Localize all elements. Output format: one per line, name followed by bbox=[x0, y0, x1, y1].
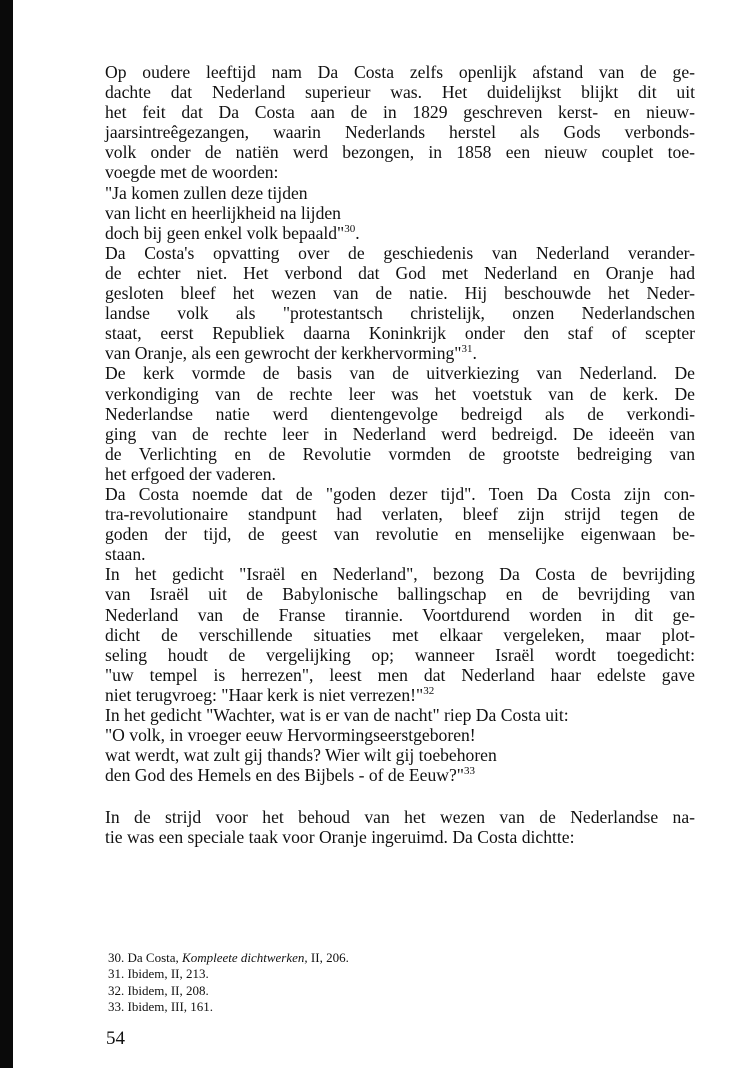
poem-line: "Ja komen zullen deze tijden bbox=[105, 182, 308, 203]
body-line: dicht de verschillende situaties met elkaar vergeleken, maar plot- bbox=[105, 624, 695, 645]
page-body bbox=[105, 62, 695, 848]
footnote-ref-31: 31 bbox=[461, 343, 473, 356]
body-line: gesloten bleef het wezen van de natie. Hij beschouwde het Neder- bbox=[105, 283, 695, 304]
poem-text: den God des Hemels en des Bijbels - of de Eeuw?" bbox=[105, 765, 464, 786]
footnote-author: Da Costa, bbox=[127, 950, 179, 965]
body-line: goden der tijd, de geest van revolutie en menselijke eigenwaan be- bbox=[105, 524, 695, 545]
poem-line: van licht en heerlijkheid na lijden bbox=[105, 202, 341, 223]
paragraph-gap bbox=[105, 785, 695, 807]
footnote-number: 33. bbox=[108, 998, 125, 1014]
footnote-text: Ibidem, II, 213. bbox=[127, 966, 209, 982]
poem-line: wat werdt, wat zult gij thands? Wier wilt gij toebehoren bbox=[105, 745, 497, 766]
body-line: De kerk vormde de basis van de uitverkiezing van Nederland. De bbox=[105, 363, 695, 384]
body-line: "uw tempel is herrezen", leest men dat Nederland haar edelste gave bbox=[105, 664, 695, 685]
body-line: voegde met de woorden: bbox=[105, 162, 279, 183]
page-number: 54 bbox=[106, 1028, 125, 1049]
body-line: In het gedicht "Israël en Nederland", bezong Da Costa de bevrijding bbox=[105, 564, 695, 585]
body-line: Nederland van de Franse tirannie. Voortdurend worden in dit ge- bbox=[105, 604, 695, 625]
body-text: van Oranje, als een gewrocht der kerkhervorming" bbox=[105, 343, 462, 364]
footnote-33 bbox=[108, 999, 349, 1015]
footnote-text: Ibidem, II, 208. bbox=[127, 982, 209, 998]
body-line: Da Costa's opvatting over de geschiedenis van Nederland verander- bbox=[105, 242, 695, 263]
body-line: landse volk als "protestantsch christelijk, onzen Nederlandschen bbox=[105, 303, 695, 324]
footnotes bbox=[108, 950, 349, 1015]
body-line: de echter niet. Het verbond dat God met Nederland en Oranje had bbox=[105, 262, 695, 283]
sentence-end: . bbox=[472, 343, 477, 364]
sentence-end: . bbox=[355, 222, 360, 243]
body-line: Nederlandse natie werd dientengevolge bedreigd als de verkondi- bbox=[105, 403, 695, 424]
body-line: ging van de rechte leer in Nederland werd bedreigd. De ideeën van bbox=[105, 423, 695, 444]
footnote-ref-33: 33 bbox=[463, 765, 475, 778]
footnote-text: Ibidem, III, 161. bbox=[127, 998, 214, 1014]
poem-text: doch bij geen enkel volk bepaald" bbox=[105, 222, 345, 243]
body-line: dachte dat Nederland superieur was. Het duidelijkst blijkt dit uit bbox=[105, 82, 695, 103]
body-line: tra-revolutionaire standpunt had verlaten, bleef zijn strijd tegen de bbox=[105, 504, 695, 525]
footnote-title: Kompleete dichtwerken, bbox=[182, 950, 308, 965]
body-line: het feit dat Da Costa aan de in 1829 geschreven kerst- en nieuw- bbox=[105, 102, 695, 123]
body-line: seling houdt de vergelijking op; wanneer Israël wordt toegedicht: bbox=[105, 644, 695, 665]
body-line: verkondiging van de rechte leer was het voetstuk van de kerk. De bbox=[105, 383, 695, 404]
body-line-with-footnote bbox=[105, 343, 695, 363]
footnote-number: 30. bbox=[108, 950, 125, 965]
footnote-ref: II, 206. bbox=[310, 950, 349, 965]
footnote-32 bbox=[108, 983, 349, 999]
body-line: van Israël uit de Babylonische ballingschap en de bevrijding van bbox=[105, 584, 695, 605]
body-line: In het gedicht "Wachter, wat is er van de nacht" riep Da Costa uit: bbox=[105, 705, 569, 725]
body-line: tie was een speciale taak voor Oranje ingeruimd. Da Costa dichtte: bbox=[105, 827, 575, 848]
footnote-number: 31. bbox=[108, 966, 125, 982]
footnote-31 bbox=[108, 966, 349, 982]
body-line: Da Costa noemde dat de "goden dezer tijd". Toen Da Costa zijn con- bbox=[105, 483, 695, 504]
body-line: staan. bbox=[105, 544, 146, 565]
footnote-number: 32. bbox=[108, 982, 125, 998]
body-line: Op oudere leeftijd nam Da Costa zelfs openlijk afstand van de ge- bbox=[105, 62, 695, 82]
body-line: volk onder de natiën werd bezongen, in 1858 een nieuw couplet toe- bbox=[105, 142, 695, 163]
body-line: het erfgoed der vaderen. bbox=[105, 463, 276, 484]
body-text: niet terugvroeg: "Haar kerk is niet verrezen!" bbox=[105, 684, 424, 705]
footnote-30 bbox=[108, 950, 349, 966]
body-line: de Verlichting en de Revolutie vormden de grootste bedreiging van bbox=[105, 443, 695, 464]
footnote-ref-32: 32 bbox=[423, 684, 435, 697]
body-line: jaarsintreêgezangen, waarin Nederlands herstel als Gods verbonds- bbox=[105, 122, 695, 143]
poem-line: "O volk, in vroeger eeuw Hervormingseerstgeboren! bbox=[105, 725, 476, 746]
body-line-with-footnote bbox=[105, 685, 695, 705]
body-line: In de strijd voor het behoud van het wezen van de Nederlandse na- bbox=[105, 807, 695, 828]
poem-line-with-footnote bbox=[105, 223, 695, 243]
poem-line-with-footnote bbox=[105, 765, 695, 785]
binding-edge bbox=[0, 0, 13, 1068]
footnote-ref-30: 30 bbox=[344, 222, 356, 235]
body-line: staat, eerst Republiek daarna Koninkrijk onder den staf of scepter bbox=[105, 323, 695, 344]
